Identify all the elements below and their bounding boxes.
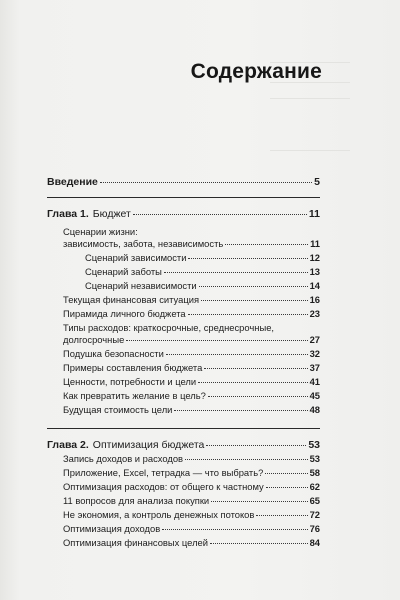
toc-entry [47,523,320,535]
dot-leader [204,368,307,369]
toc-entry [47,376,320,388]
toc-entry-page: 32 [309,348,320,359]
toc-entry [47,294,320,306]
toc-entry-page: 5 [314,176,320,188]
toc-entry-label: Введение [47,176,98,188]
toc-entry-label-line1: Типы расходов: краткосрочные, среднесрочные, [63,322,275,333]
toc-entry [47,280,320,292]
toc-entry [47,509,320,521]
dot-leader [126,340,307,341]
toc-entry-label: Текущая финансовая ситуация [63,294,200,305]
chapter-number: Глава 1. [47,208,89,220]
chapter-title: Бюджет [92,208,131,220]
toc-entry-label: 11 вопросов для анализа покупки [63,495,210,506]
dot-leader [188,258,307,259]
toc-entry [47,308,320,320]
toc-entry-page: 58 [309,467,320,478]
dot-leader [174,410,307,411]
toc-entry-page: 14 [309,280,320,291]
toc-entry-label: Примеры составления бюджета [63,362,203,373]
dot-leader [206,445,306,446]
toc-entry [47,348,320,360]
toc-entry [47,537,320,549]
dot-leader [188,314,308,315]
toc-chapter-1 [47,208,320,220]
toc-entry-page: 48 [309,404,320,415]
toc-entry-page: 13 [309,266,320,277]
toc-entry-label: Пирамида личного бюджета [63,308,186,319]
dot-leader [133,214,307,215]
section-divider [47,428,320,429]
dot-leader [166,354,308,355]
toc-entry-label: Оптимизация финансовых целей [63,537,209,548]
toc-entry-label: Оптимизация доходов [63,523,161,534]
toc-entry-label: долгосрочные [63,334,125,345]
toc-entry-page: 65 [309,495,320,506]
toc-entry-page: 45 [309,390,320,401]
dot-leader [201,300,308,301]
toc-entry-label: Сценарий независимости [85,280,197,291]
toc-entry-page: 11 [308,208,320,220]
toc-entry-label: Запись доходов и расходов [63,453,184,464]
dot-leader [211,501,307,502]
toc-entry-label: Оптимизация расходов: от общего к частному [63,481,264,492]
toc-entry-page: 16 [309,294,320,305]
table-of-contents [47,176,320,551]
page-title: Содержание [190,60,322,83]
dot-leader [164,272,308,273]
dot-leader [210,543,308,544]
toc-entry-label: Приложение, Excel, тетрадка — что выбрать? [63,467,264,478]
toc-entry [47,495,320,507]
section-divider [47,197,320,198]
toc-entry-label: Ценности, потребности и цели [63,376,197,387]
toc-chapter-2 [47,439,320,451]
toc-entry-page: 12 [309,252,320,263]
toc-entry-page: 11 [310,238,320,249]
toc-entry [47,453,320,465]
bleed-through-line [270,150,350,151]
toc-entry-page: 84 [309,537,320,548]
dot-leader [100,182,312,183]
dot-leader [199,286,308,287]
toc-entry-page: 41 [309,376,320,387]
toc-entry-label: Сценарий заботы [85,266,162,277]
toc-entry [47,404,320,416]
dot-leader [198,382,307,383]
dot-leader [256,515,307,516]
toc-entry [47,334,320,346]
toc-entry-page: 23 [309,308,320,319]
toc-entry [47,238,320,250]
toc-entry-page: 37 [309,362,320,373]
toc-entry-page: 72 [309,509,320,520]
toc-entry-label: Как превратить желание в цель? [63,390,206,401]
toc-entry [47,481,320,493]
dot-leader [225,244,308,245]
toc-entry-label: зависимость, забота, независимость [63,238,224,249]
toc-entry-label: Сценарий зависимости [85,252,187,263]
chapter-number: Глава 2. [47,439,89,451]
dot-leader [265,473,307,474]
dot-leader [185,459,308,460]
toc-entry-page: 53 [308,439,320,451]
toc-entry-label-line1: Сценарии жизни: [63,226,138,237]
toc-entry-label: Будущая стоимость цели [63,404,173,415]
dot-leader [208,396,308,397]
toc-entry-page: 53 [309,453,320,464]
dot-leader [266,487,308,488]
bleed-through-line [270,98,350,99]
toc-entry [47,252,320,264]
toc-entry [47,362,320,374]
toc-entry [47,467,320,479]
toc-entry [47,266,320,278]
toc-entry-label: Подушка безопасности [63,348,164,359]
toc-entry [47,390,320,402]
toc-entry-label: Не экономия, а контроль денежных потоков [63,509,255,520]
toc-entry-page: 76 [309,523,320,534]
toc-entry-page: 27 [309,334,320,345]
chapter-title: Оптимизация бюджета [92,439,205,451]
toc-entry-intro [47,176,320,188]
dot-leader [162,529,307,530]
toc-entry-page: 62 [309,481,320,492]
